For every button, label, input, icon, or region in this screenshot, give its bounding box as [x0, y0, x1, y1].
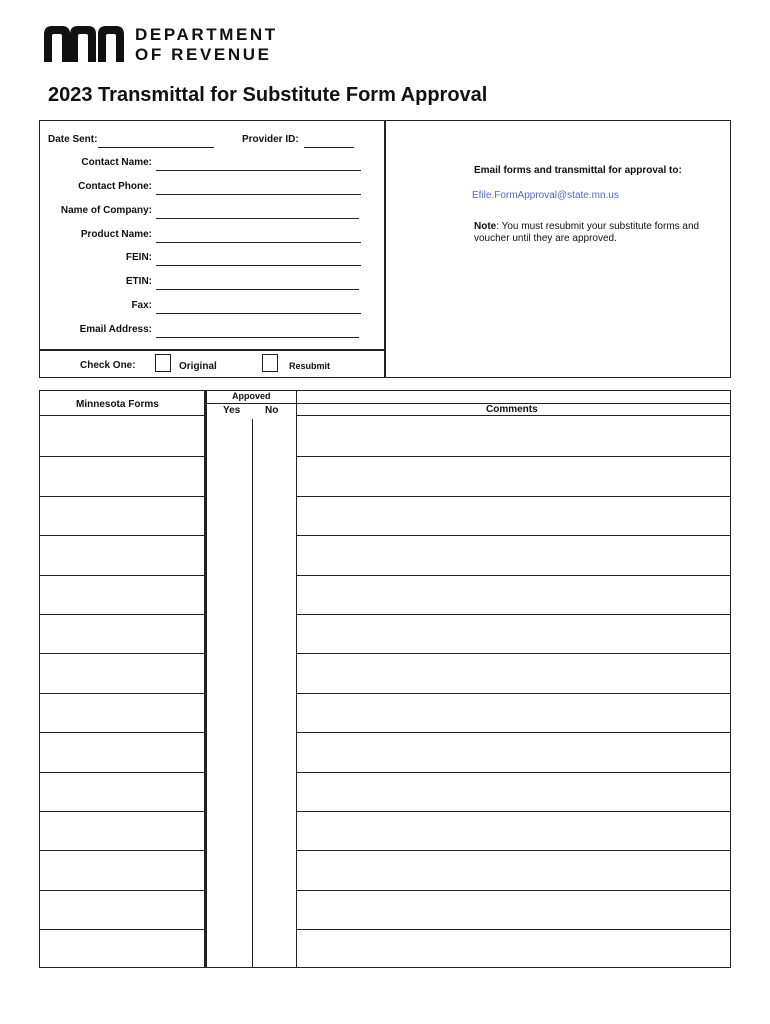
column-divider: [204, 391, 207, 967]
table-row: [296, 850, 730, 851]
product-name-field[interactable]: [156, 242, 361, 243]
date-sent-label: Date Sent:: [48, 134, 98, 145]
table-row: [40, 456, 205, 457]
table-row: [296, 456, 730, 457]
column-divider: [252, 419, 253, 967]
fax-label: Fax:: [131, 300, 152, 311]
table-row: [40, 929, 205, 930]
table-row: [296, 929, 730, 930]
fein-label: FEIN:: [125, 252, 152, 263]
note-label: Note: [474, 221, 497, 232]
table-row: [40, 890, 205, 891]
resubmit-checkbox[interactable]: [262, 354, 278, 372]
contact-info-box: [39, 120, 731, 378]
table-row: [40, 693, 205, 694]
email-address-field[interactable]: [156, 337, 359, 338]
table-row: [40, 614, 205, 615]
forms-table: [39, 390, 731, 968]
company-name-label: Name of Company:: [60, 205, 152, 216]
header-divider: [40, 415, 205, 416]
table-row: [296, 772, 730, 773]
box-divider: [384, 121, 386, 377]
col-header-forms: Minnesota Forms: [76, 399, 159, 410]
table-row: [40, 496, 205, 497]
table-row: [40, 535, 205, 536]
box-divider: [40, 349, 384, 351]
table-row: [296, 496, 730, 497]
date-sent-field[interactable]: [98, 147, 214, 148]
table-row: [40, 850, 205, 851]
resubmit-label: Resubmit: [289, 361, 331, 371]
col-header-approved: Appoved: [232, 391, 271, 401]
mn-logo-mark: [44, 26, 130, 62]
department-name-line2: OF REVENUE: [135, 45, 272, 64]
header-divider: [205, 403, 730, 404]
table-row: [40, 772, 205, 773]
contact-name-label: Contact Name:: [81, 157, 152, 168]
department-name-line1: DEPARTMENT: [135, 25, 278, 44]
contact-name-field[interactable]: [156, 170, 361, 171]
col-header-no: No: [265, 405, 279, 416]
company-name-field[interactable]: [156, 218, 359, 219]
original-label: Original: [179, 361, 217, 372]
provider-id-label: Provider ID:: [242, 134, 299, 145]
table-row: [296, 614, 730, 615]
etin-field[interactable]: [156, 289, 359, 290]
approval-email-link[interactable]: Efile.FormApproval@state.mn.us: [472, 190, 619, 201]
etin-label: ETIN:: [125, 276, 152, 287]
table-row: [40, 811, 205, 812]
table-row: [296, 693, 730, 694]
table-row: [40, 575, 205, 576]
contact-phone-field[interactable]: [156, 194, 361, 195]
email-address-label: Email Address:: [79, 324, 152, 335]
table-row: [40, 732, 205, 733]
fax-field[interactable]: [156, 313, 361, 314]
resubmit-note: [474, 221, 704, 245]
table-row: [296, 890, 730, 891]
email-instructions-heading: Email forms and transmittal for approval to:: [474, 165, 682, 176]
original-checkbox[interactable]: [155, 354, 171, 372]
document-title: 2023 Transmittal for Substitute Form Approval: [48, 84, 488, 106]
table-row: [296, 732, 730, 733]
table-row: [296, 653, 730, 654]
contact-phone-label: Contact Phone:: [78, 181, 152, 192]
table-row: [296, 535, 730, 536]
product-name-label: Product Name:: [80, 229, 152, 240]
header-divider: [296, 415, 730, 416]
fein-field[interactable]: [156, 265, 361, 266]
col-header-yes: Yes: [223, 405, 241, 416]
table-row: [40, 653, 205, 654]
note-text: : You must resubmit your substitute forms and voucher until they are approved.: [474, 221, 700, 244]
provider-id-field[interactable]: [304, 147, 354, 148]
column-divider: [296, 391, 297, 967]
check-one-label: Check One:: [80, 360, 136, 371]
table-row: [296, 575, 730, 576]
table-row: [296, 811, 730, 812]
col-header-comments: Comments: [486, 404, 538, 415]
